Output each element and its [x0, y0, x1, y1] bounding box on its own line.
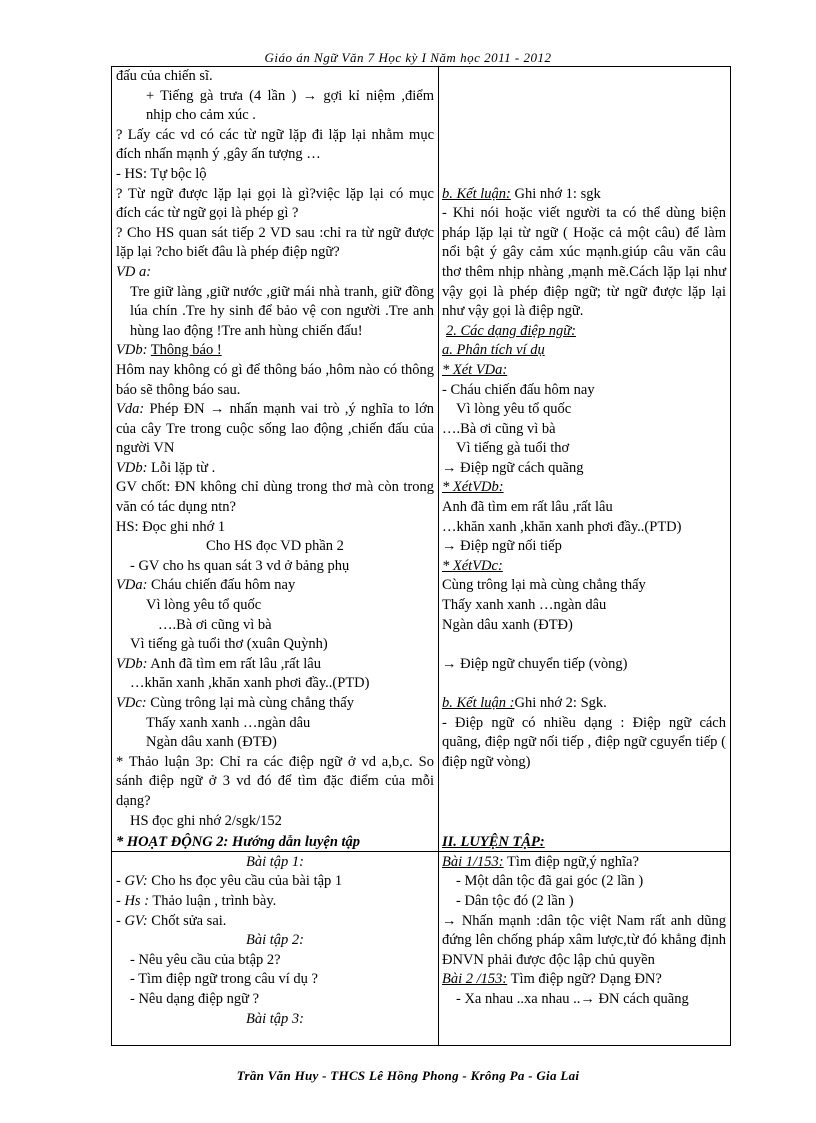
exercise-heading: Bài tập 1: [246, 853, 304, 870]
answer-line: - Một dân tộc đã gai góc (2 lần ) [456, 873, 644, 890]
section-subheading: a. Phân tích ví dụ [442, 342, 545, 359]
answer-line: - Dân tộc đó (2 lần ) [456, 892, 574, 909]
example-text: Thông báo ! [150, 342, 222, 359]
exercise-text: Tìm điệp ngữ? Dạng ĐN? [510, 971, 662, 988]
exercise-heading: Bài tập 2: [246, 932, 304, 949]
role-label: - GV: [116, 912, 148, 929]
poem-line: Vì tiếng gà tuổi thơ [456, 440, 570, 457]
discussion-prompt: * Thảo luận 3p: Chỉ ra các điệp ngữ ở vd a,b,c. So sánh điệp ngữ ở 3 vd đó để tìm đặc điểm của mỗi dạng? [116, 753, 434, 809]
result-line: → Điệp ngữ chuyển tiếp (vòng) [442, 655, 628, 672]
poem-line: Thấy xanh xanh …ngàn dâu [146, 714, 311, 731]
text-line: Cho hs đọc yêu cầu của bài tập 1 [151, 873, 343, 890]
example-label: * XétVDb: [442, 479, 504, 496]
example-label: VDa: [116, 577, 148, 594]
poem-line: Vì lòng yêu tổ quốc [146, 597, 262, 614]
section-heading: 2. Các dạng điệp ngữ: [446, 322, 576, 339]
poem-line: Anh đã tìm em rất lâu ,rất lâu [150, 655, 321, 672]
poem-line: Vì tiếng gà tuổi thơ (xuân Quỳnh) [130, 636, 328, 653]
conclusion-text: Ghi nhớ 1: sgk [514, 185, 601, 202]
text-line: - HS: Tự bộc lộ [116, 165, 207, 182]
question: ? Từ ngữ được lặp lại gọi là gì?việc lặp lại có mục đích các từ ngữ gọi là phép gì ? [116, 185, 434, 222]
poem-line: …khăn xanh ,khăn xanh phơi đầy..(PTD) [442, 518, 682, 535]
column-divider [438, 67, 439, 1045]
result-line: → Điệp ngữ cách quãng [442, 459, 584, 476]
poem-line: Thấy xanh xanh …ngàn dâu [442, 597, 607, 614]
example-label: Vda: [116, 401, 145, 418]
conclusion-text: Ghi nhớ 2: Sgk. [514, 695, 607, 711]
text-line: HS: Đọc ghi nhớ 1 [116, 518, 226, 535]
conclusion-label: b. Kết luận: [442, 185, 511, 202]
activity-2-title: * HOẠT ĐỘNG 2: Hướng dẫn luyện tập [116, 834, 361, 851]
exercise-label: Bài 2 /153: [442, 971, 508, 988]
analysis-text: Lỗi lặp từ . [151, 459, 216, 476]
text-line: GV chốt: ĐN không chỉ dùng trong thơ mà còn trong văn có tác dụng ntn? [116, 479, 434, 516]
text-line: - Nêu dạng điệp ngữ ? [130, 990, 260, 1007]
example-text: Tre giữ làng ,giữ nước ,giữ mái nhà tranh, giữ đồng lúa chín .Tre hy sinh để bảo vệ con người .Tre anh hùng lao động !Tre anh hùng chiến đấu! [130, 283, 434, 339]
page-header: Giáo án Ngữ Văn 7 Học kỳ I Năm học 2011 - 2012 [264, 50, 552, 65]
content-column [442, 67, 726, 1010]
poem-line: Ngàn dâu xanh (ĐTĐ) [442, 616, 573, 633]
text-line: Chốt sửa sai. [151, 912, 227, 929]
poem-line: …khăn xanh ,khăn xanh phơi đầy..(PTD) [130, 675, 370, 692]
analysis-text: Phép ĐN → nhấn mạnh vai trò ,ý nghĩa to lớn của cây Tre trong cuộc sống lao động ,chiến đấu của người VN [116, 401, 435, 457]
question: ? Lấy các vd có các từ ngữ lặp đi lặp lại nhằm mục đích nhấn mạnh ý ,gây ấn tượng … [116, 126, 434, 163]
example-label: VDb: [116, 342, 148, 359]
example-label: VD a: [116, 263, 152, 280]
exercise-label: Bài 1/153: [442, 853, 504, 870]
role-label: - Hs : [116, 892, 150, 909]
role-label: - GV: [116, 873, 148, 890]
poem-line: ….Bà ơi cũng vì bà [158, 616, 272, 633]
poem-line: Cùng trông lại mà cùng chẳng thấy [442, 577, 646, 594]
poem-line: Cháu chiến đấu hôm nay [151, 577, 296, 594]
text-line: Thảo luận , trình bày. [152, 892, 277, 909]
poem-line: - Cháu chiến đấu hôm nay [442, 381, 595, 398]
example-text: Hôm nay không có gì để thông báo ,hôm nào có thông báo sẽ thông báo sau. [116, 361, 434, 398]
practice-title: II. LUYỆN TẬP: [442, 834, 545, 851]
example-label: * Xét VDa: [442, 361, 508, 378]
poem-line: Vì lòng yêu tổ quốc [456, 401, 572, 418]
page-footer: Trần Văn Huy - THCS Lê Hồng Phong - Krông Pa - Gia Lai [236, 1068, 580, 1083]
text-line: - Tìm điệp ngữ trong câu ví dụ ? [130, 971, 318, 988]
conclusion-label: b. Kết luận : [442, 695, 515, 711]
answer-line: → Nhấn mạnh :dân tộc việt Nam rất anh dũng đứng lên chống pháp xâm lược,từ đó khẳng định ĐNVN phải được độc lập chủ quyền [442, 912, 726, 968]
example-label: VDc: [116, 695, 147, 711]
definition-text: - Khi nói hoặc viết người ta có thể dùng biện pháp lặp lại từ ngữ ( Hoặc cả một câu) để làm nổi bật ý gây cảm xúc mạnh.giúp câu văn câu thơ thêm nhịp nhàng ,mạnh mẽ.Cách lặp lại như vậy gọi là phép điệp ngữ; từ ngữ được lặp lại như vậy gọi là điệp ngữ. [442, 205, 726, 320]
text-line: - Nêu yêu cầu của btập 2? [130, 951, 281, 968]
poem-line: Cùng trông lại mà cùng chẳng thấy [150, 695, 354, 711]
result-line: → Điệp ngữ nối tiếp [442, 538, 562, 555]
question: ? Cho HS quan sát tiếp 2 VD sau :chỉ ra từ ngữ được lặp lại ?cho biết đâu là phép điệp ngữ? [116, 224, 434, 261]
example-label: * XétVDc: [442, 557, 503, 574]
text-line: + Tiếng gà trưa (4 lần ) → gợi kỉ niệm ,điểm nhịp cho cảm xúc . [146, 87, 434, 124]
text-line: HS đọc ghi nhớ 2/sgk/152 [130, 812, 282, 829]
exercise-heading: Bài tập 3: [246, 1010, 304, 1027]
text-line: - GV cho hs quan sát 3 vd ở bảng phụ [130, 557, 350, 574]
text-line: Cho HS đọc VD phần 2 [206, 538, 344, 555]
exercise-text: Tìm điệp ngữ,ý nghĩa? [507, 853, 639, 870]
definition-text: - Điệp ngữ có nhiều dạng : Điệp ngữ cách quãng, điệp ngữ nối tiếp , điệp ngữ cguyển tiếp ( điệp ngữ vòng) [442, 714, 726, 770]
poem-line: Anh đã tìm em rất lâu ,rất lâu [442, 499, 613, 516]
answer-line: - Xa nhau ..xa nhau ..→ ĐN cách quãng [456, 990, 689, 1007]
lesson-table [111, 66, 731, 1046]
example-label: VDb: [116, 655, 148, 672]
teacher-student-activity-column [116, 67, 434, 1029]
text-line: đấu của chiến sĩ. [116, 68, 213, 84]
poem-line: ….Bà ơi cũng vì bà [442, 420, 556, 437]
poem-line: Ngàn dâu xanh (ĐTĐ) [146, 734, 277, 751]
example-label: VDb: [116, 459, 148, 476]
